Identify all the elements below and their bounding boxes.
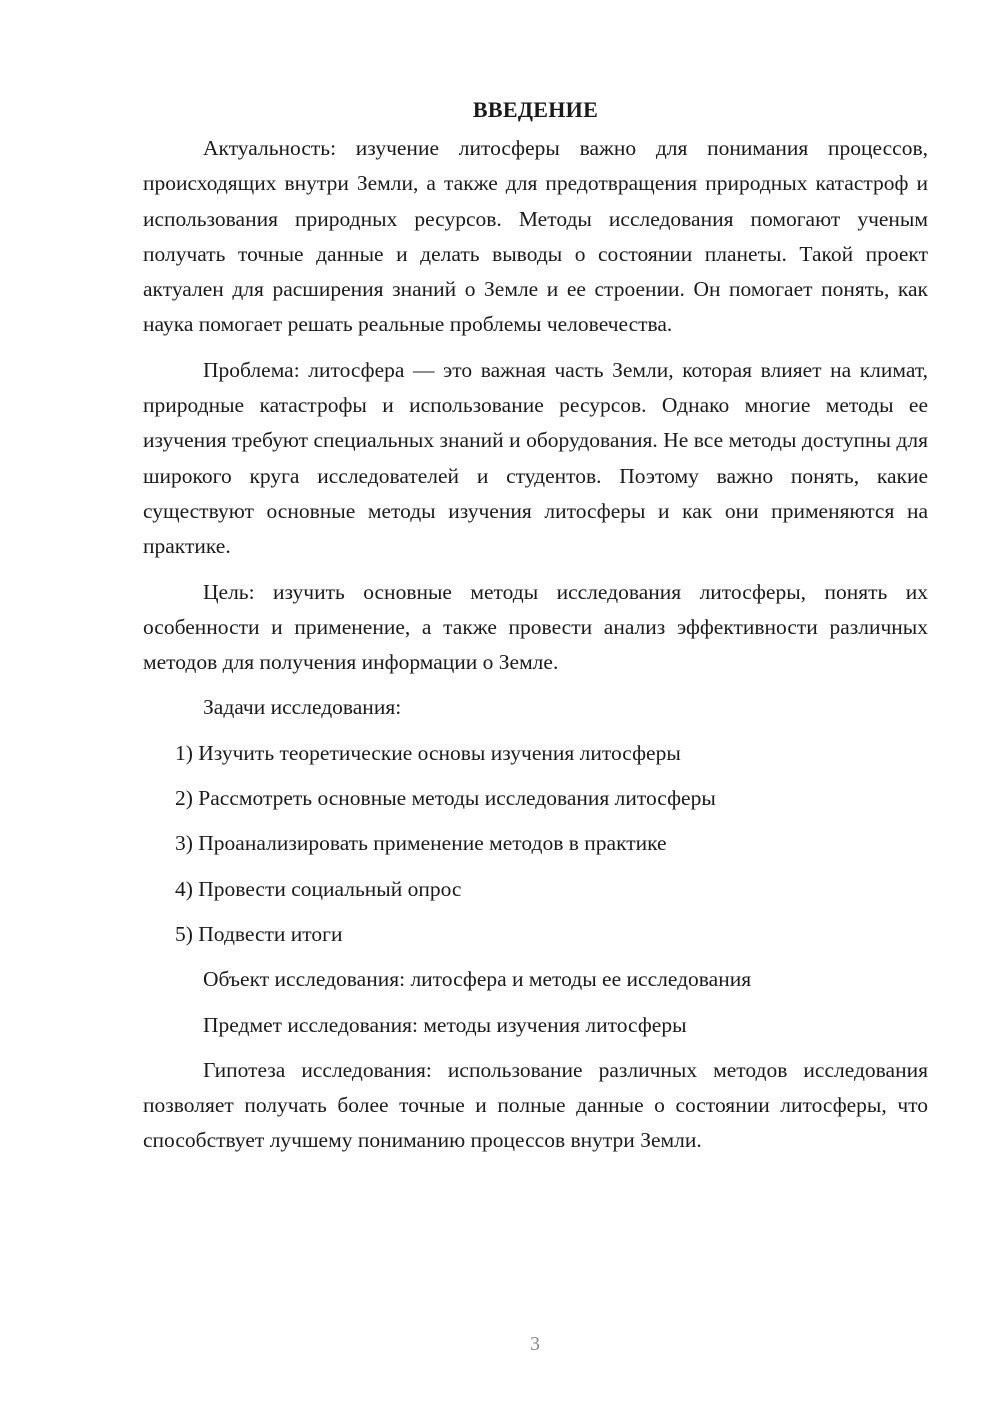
problem-paragraph: Проблема: литосфера — это важная часть Земли, которая влияет на климат, природные катастрофы и использование ресурсов. Однако многие методы ее изучения требуют специальных знаний и оборудования. Не все методы доступны для широкого круга исследователей и студентов. Поэтому важно понять, какие существуют основные методы изучения литосферы и как они применяются на практике. — [143, 357, 928, 559]
tasks-heading: Задачи исследования: — [203, 695, 402, 720]
section-title: ВВЕДЕНИЕ — [472, 97, 599, 122]
list-item: 1) Изучить теоретические основы изучения литосферы — [175, 740, 681, 765]
list-item: 2) Рассмотреть основные методы исследования литосферы — [175, 786, 716, 811]
subject-paragraph: Предмет исследования: методы изучения литосферы — [203, 1012, 687, 1037]
page-number: 3 — [530, 1333, 540, 1355]
list-item: 4) Провести социальный опрос — [175, 876, 462, 901]
hypothesis-paragraph: Гипотеза исследования: использование различных методов исследования позволяет получать более точные и полные данные о состоянии литосферы, что способствует лучшему пониманию процессов внутри Земли. — [143, 1057, 928, 1153]
object-paragraph: Объект исследования: литосфера и методы ее исследования — [203, 967, 752, 992]
document-page — [143, 92, 928, 1169]
list-item: 3) Проанализировать применение методов в практике — [175, 831, 667, 856]
goal-paragraph: Цель: изучить основные методы исследования литосферы, понять их особенности и применение, а также провести анализ эффективности различных методов для получения информации о Земле. — [143, 579, 928, 675]
list-item: 5) Подвести итоги — [175, 921, 343, 946]
tasks-list — [143, 736, 928, 962]
relevance-paragraph: Актуальность: изучение литосферы важно для понимания процессов, происходящих внутри Земли, а также для предотвращения природных катастроф и использования природных ресурсов. Методы исследования помогают ученым получать точные данные и делать выводы о состоянии планеты. Такой проект актуален для расширения знаний о Земле и ее строении. Он помогает понять, как наука помогает решать реальные проблемы человечества. — [143, 136, 928, 337]
